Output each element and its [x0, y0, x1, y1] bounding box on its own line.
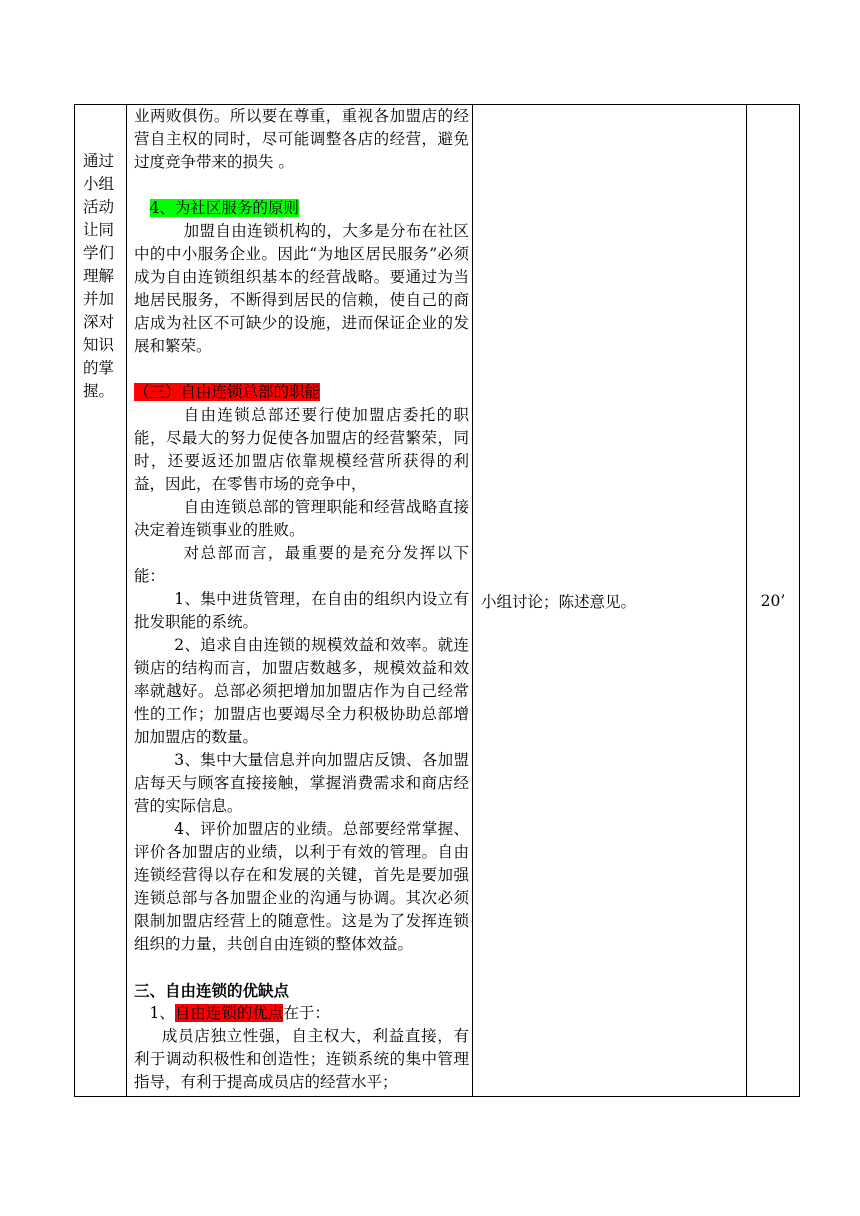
heading-community-service: 4、为社区服务的原则 — [149, 199, 299, 217]
paragraph-advantages: 成员店独立性强，自主权大，利益直接，有利于调动积极性和创造性；连锁系统的集中管理指导，有利于提高成员店的经营水平； — [134, 1027, 469, 1091]
teaching-goal-text: 通过小组活动让同学们理解并加深对知识的掌握。 — [83, 152, 115, 400]
teaching-method-cell — [473, 105, 747, 1097]
time-allocation: 20’ — [760, 591, 786, 610]
list-item-purchasing: 1、集中进货管理，在自由的组织内设立有批发职能的系统。 — [134, 590, 469, 631]
paragraph-hq-duties: 自由连锁总部还要行使加盟店委托的职能，尽最大的努力促使各加盟店的经营繁荣，同时，还要返还加盟店依靠规模经营所获得的利益，因此，在零售市场的竞争中， — [134, 406, 469, 493]
teaching-content-cell — [127, 105, 473, 1097]
paragraph-competition: 业两败俱伤。所以要在尊重，重视各加盟店的经营自主权的同时，尽可能调整各店的经营，避免过度竞争带来的损失 。 — [134, 107, 469, 171]
teaching-content — [127, 105, 472, 1094]
heading-advantages: 自由连锁的优点 — [174, 1004, 284, 1022]
advantage-number: 1、 — [149, 1004, 175, 1022]
heading-pros-cons: 三、自由连锁的优缺点 — [134, 981, 290, 1000]
list-item-information: 3、集中大量信息并向加盟店反馈、各加盟店每天与顾客直接接触，掌握消费需求和商店经营的实际信息。 — [134, 751, 469, 815]
time-cell — [747, 105, 800, 1097]
lesson-plan-table — [74, 104, 800, 1097]
advantage-tail: 在于： — [283, 1004, 330, 1022]
paragraph-hq-importance: 对总部而言，最重要的是充分发挥以下能： — [134, 544, 469, 585]
heading-headquarters-functions: （三）自由连锁总部的职能 — [134, 383, 321, 401]
list-item-evaluation: 4、评价加盟店的业绩。总部要经常掌握、评价各加盟店的业绩，以利于有效的管理。自由连锁经营得以存在和发展的关键，首先是要加强连锁总部与各加盟企业的沟通与协调。其次必须限制加盟店经营上的随意性。这是为了发挥连锁组织的力量，共创自由连锁的整体效益。 — [134, 820, 469, 953]
paragraph-hq-management: 自由连锁总部的管理职能和经营战略直接决定着连锁事业的胜败。 — [134, 498, 469, 539]
teaching-method-text: 小组讨论；陈述意见。 — [481, 592, 637, 611]
teaching-goal-cell — [75, 105, 127, 1097]
list-item-scale: 2、追求自由连锁的规模效益和效率。就连锁店的结构而言，加盟店数越多，规模效益和效率就越好。总部必须把增加加盟店作为自己经常性的工作；加盟店也要竭尽全力积极协助总部增加加盟店的数量。 — [134, 636, 469, 746]
paragraph-community: 加盟自由连锁机构的，大多是分布在社区中的中小服务企业。因此“为地区居民服务”必须成为自由连锁组织基本的经营战略。要通过为当地居民服务，不断得到居民的信赖，使自己的商店成为社区不可缺少的设施，进而保证企业的发展和繁荣。 — [134, 222, 469, 355]
table-row — [75, 105, 800, 1097]
